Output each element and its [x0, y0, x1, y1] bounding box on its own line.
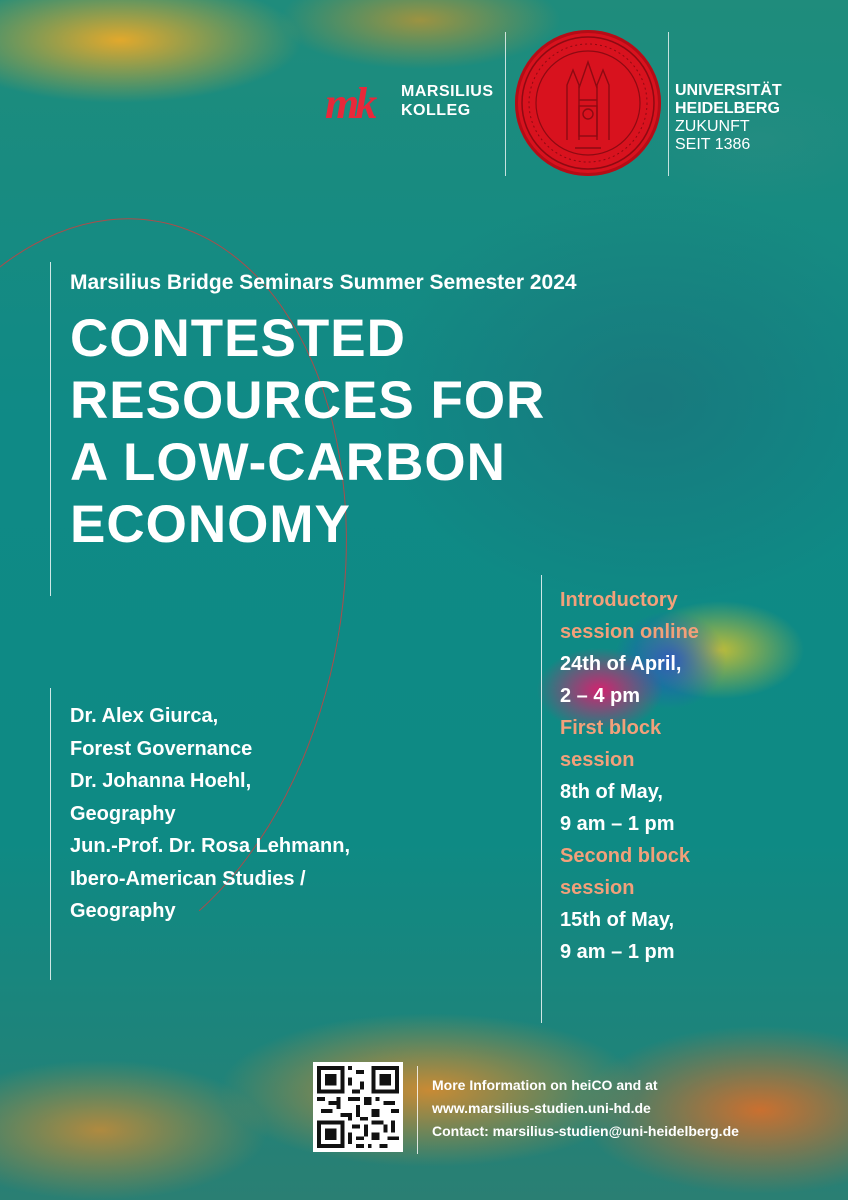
university-name	[675, 82, 782, 154]
university-name-line2: HEIDELBERG	[675, 100, 780, 117]
university-name-line3: ZUKUNFT	[675, 118, 750, 135]
session-time: 9 am – 1 pm	[560, 941, 675, 963]
website-link[interactable]: www.marsilius-studien.uni-hd.de	[432, 1100, 651, 1116]
marsilius-logo-mark: mk	[325, 79, 374, 128]
session-label: session	[560, 749, 635, 771]
logo-divider-right	[668, 32, 669, 176]
title-line: RESOURCES FOR	[70, 371, 546, 430]
session-time: 9 am – 1 pm	[560, 813, 675, 835]
session-label: session	[560, 877, 635, 899]
footer-info	[432, 1074, 739, 1143]
speaker-line: Dr. Alex Giurca,	[70, 705, 219, 727]
university-name-line4: SEIT 1386	[675, 136, 751, 153]
footer-accent-line	[417, 1066, 418, 1154]
marsilius-name-line2: KOLLEG	[401, 102, 471, 119]
university-seal-icon	[515, 30, 661, 176]
speaker-line: Forest Governance	[70, 737, 253, 760]
speaker-line: Jun.-Prof. Dr. Rosa Lehmann,	[70, 835, 351, 857]
speaker-line: Geography	[70, 802, 176, 825]
title-line: ECONOMY	[70, 495, 351, 554]
speaker-line: Dr. Johanna Hoehl,	[70, 770, 252, 792]
speaker-line: Geography	[70, 900, 176, 922]
qr-code-icon[interactable]	[313, 1062, 403, 1152]
session-schedule	[560, 584, 699, 968]
event-title	[70, 308, 545, 556]
session-time: 2 – 4 pm	[560, 685, 641, 707]
speakers-list	[70, 700, 350, 928]
title-line: CONTESTED	[70, 309, 406, 368]
university-name-line1: UNIVERSITÄT	[675, 82, 782, 99]
logo-divider-left	[505, 32, 506, 176]
session-label: First block	[560, 717, 662, 739]
session-date: 8th of May,	[560, 781, 663, 803]
marsilius-name-line1: MARSILIUS	[401, 83, 494, 100]
session-label: Introductory	[560, 589, 678, 611]
session-date: 15th of May,	[560, 909, 675, 931]
schedule-accent-line	[541, 575, 542, 1023]
seminar-series-subtitle: Marsilius Bridge Seminars Summer Semester 2024	[70, 271, 577, 294]
session-label: Second block	[560, 845, 691, 867]
session-label: session online	[560, 621, 699, 643]
header-logos	[325, 30, 785, 180]
title-accent-line	[50, 262, 51, 596]
contact-email[interactable]: Contact: marsilius-studien@uni-heidelberg.de	[432, 1123, 739, 1139]
info-text: More Information on heiCO and at	[432, 1077, 658, 1093]
marsilius-kolleg-name	[401, 82, 494, 120]
session-date: 24th of April,	[560, 653, 682, 675]
speaker-line: Ibero-American Studies /	[70, 867, 306, 890]
title-line: A LOW-CARBON	[70, 433, 506, 492]
speakers-accent-line	[50, 688, 51, 980]
